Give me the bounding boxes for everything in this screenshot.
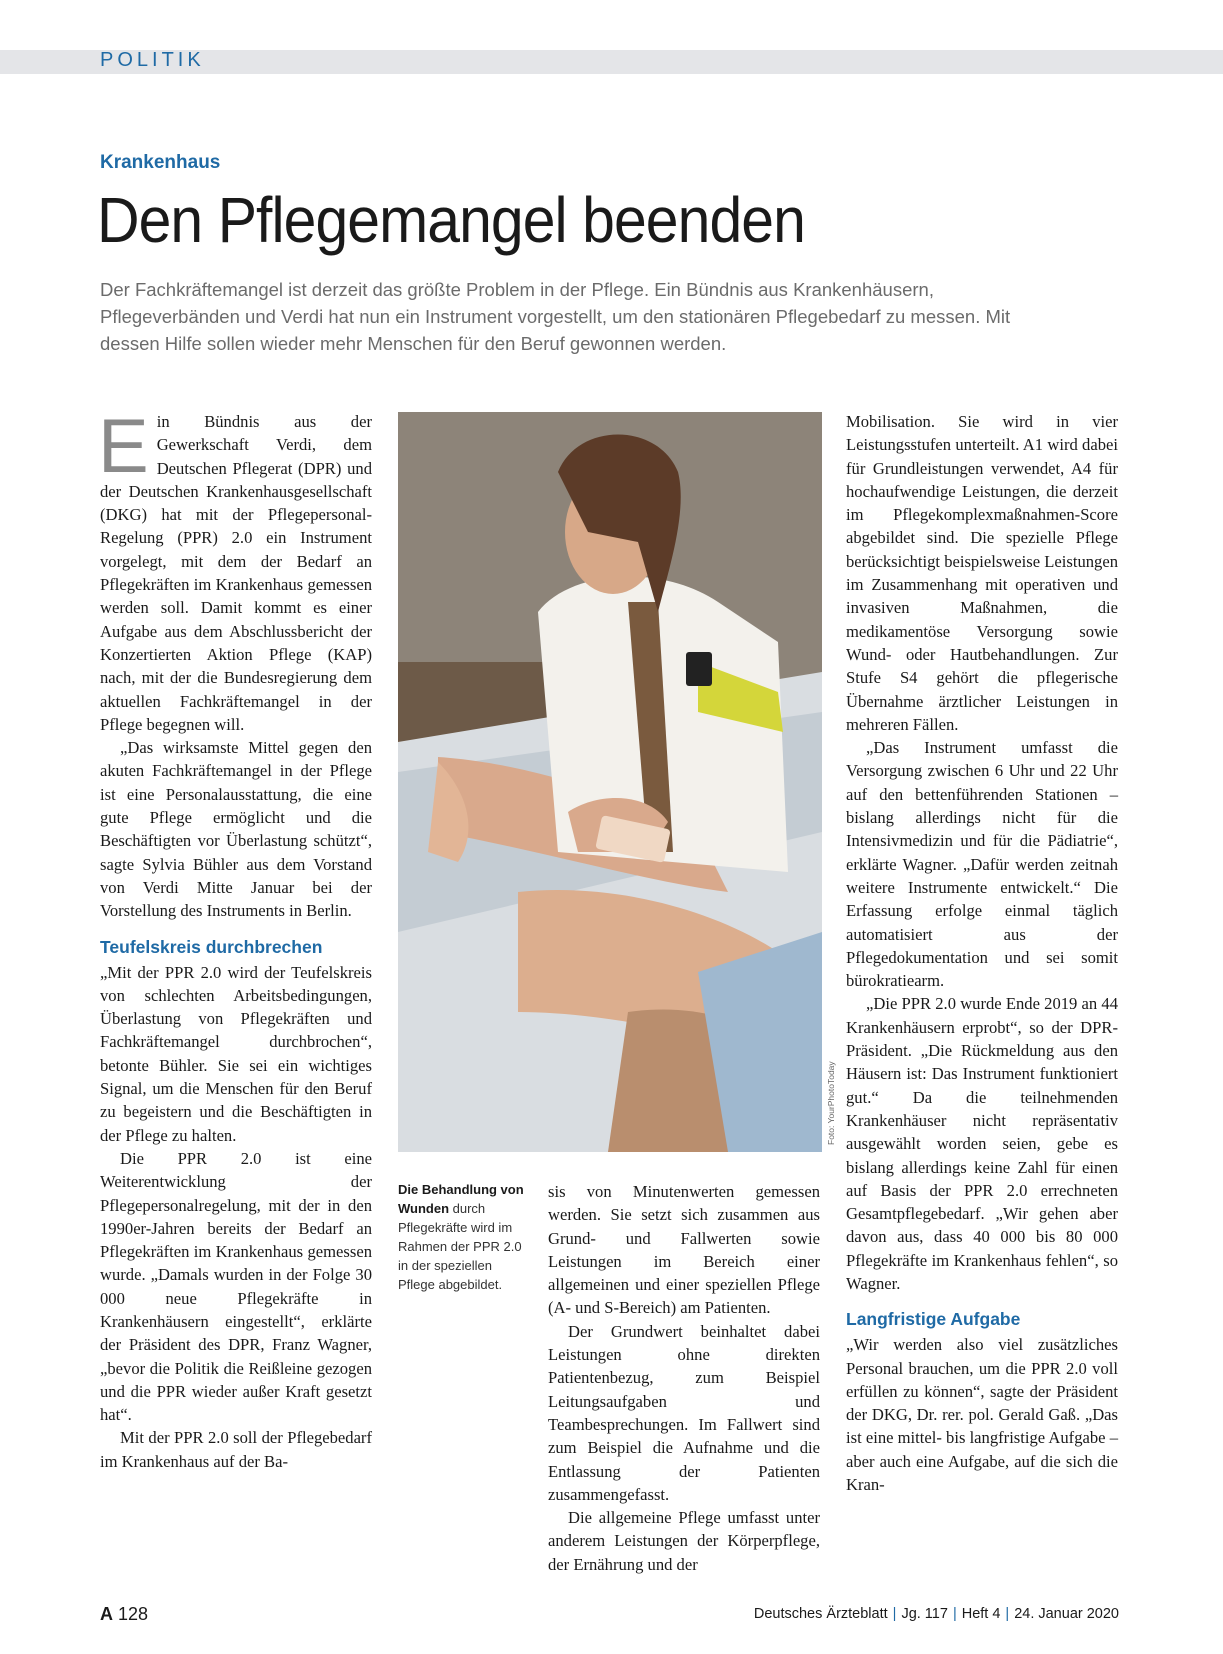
article-headline: Den Pflegemangel beenden: [97, 184, 805, 256]
caption-bold: Die Behandlung von Wunden: [398, 1182, 524, 1216]
photo-caption: [398, 1180, 532, 1294]
subheading: Langfristige Aufgabe: [846, 1309, 1021, 1330]
paragraph: Die allgemeine Pflege umfasst unter anderem Leistungen der Körperpflege, der Ernährung und der: [548, 1508, 820, 1574]
article-lead: Der Fachkräftemangel ist derzeit das größte Problem in der Pflege. Ein Bündnis aus Krankenhäusern, Pflegeverbänden und Verdi hat nun ein Instrument vorgestellt, um den stationären Pflegebedarf zu messen. Mit dessen Hilfe sollen wieder mehr Menschen für den Beruf gewonnen werden.: [100, 279, 1011, 354]
separator: |: [1005, 1606, 1010, 1622]
journal-volume: Jg. 117: [901, 1606, 948, 1622]
paragraph: sis von Minutenwerten gemessen werden. Sie setzt sich zusammen aus Grund- und Fallwerten sowie Leistungen im Bereich einer allgemeinen und einer speziellen Pflege (A- und S-Bereich) am Patienten.: [548, 1182, 820, 1318]
paragraph: „Wir werden also viel zusätzliches Personal brauchen, um die PPR 2.0 voll erfüllen zu können“, sagte der Präsident der DKG, Dr. rer. pol. Gerald Gaß. „Das ist eine mittel- bis langfristige Aufgabe – aber auch eine Aufgabe, auf die sich die Kran-: [846, 1335, 1118, 1495]
paragraph: Mobilisation. Sie wird in vier Leistungsstufen unterteilt. A1 wird dabei für Grundleistungen verwendet, A4 für hochaufwendige Leistungen, die derzeit im Pflegekomplexmaßnahmen-Score abgebildet sind. Die spezielle Pflege berücksichtigt beispielsweise Leistungen im Zusammenhang mit operativen und invasiven Maßnahmen, die medikamentöse Versorgung sowie Wund- oder Hautbehandlungen. Zur Stufe S4 gehört die pflegerische Übernahme ärztlicher Leistungen in mehreren Fällen.: [846, 412, 1118, 734]
drop-cap: E: [98, 404, 149, 489]
paragraph: „Das Instrument umfasst die Versorgung zwischen 6 Uhr und 22 Uhr auf den bettenführenden Stationen – bislang allerdings nicht für die Intensivmedizin und für die Pädiatrie“, erklärte Wagner. „Dafür werden zeitnah weitere Instrumente entwickelt.“ Die Erfassung erfolge einmal täglich automatisiert aus der Pflegedokumentation und sei somit bürokratiearm.: [846, 738, 1118, 991]
text-column-3: [846, 410, 1118, 1496]
paragraph: Die PPR 2.0 ist eine Weiterentwicklung der Pflegepersonalregelung, mit der in den 1990er-Jahren bereits der Bedarf an Pflegekräften im Krankenhaus gemessen wurde. „Damals wurden in der Folge 30 000 neue Pflegekräfte in Krankenhäusern eingestellt“, erklärte der Präsident des DPR, Franz Wagner, „bevor die Politik die Reißleine gezogen und die PPR wieder außer Kraft gesetzt hat“.: [100, 1148, 372, 1425]
paragraph: Der Grundwert beinhaltet dabei Leistungen ohne direkten Patientenbezug, zum Beispiel Leitungsaufgaben und Teambesprechungen. Im Fallwert sind zum Beispiel die Aufnahme und die Entlassung der Patienten zusammengefasst.: [548, 1321, 820, 1504]
journal-date: 24. Januar 2020: [1014, 1606, 1119, 1622]
text-column-2: [548, 1180, 820, 1576]
subheading: Teufelskreis durchbrechen: [100, 936, 323, 957]
page-number: [100, 1604, 148, 1625]
article-photo: [398, 412, 822, 1152]
paragraph: „Mit der PPR 2.0 wird der Teufelskreis von schlechten Arbeitsbedingungen, Überlastung von Pflegekräften und Fachkräftemangel durchbrochen“, betonte Bühler. Sie sei ein wichtiges Signal, um die Menschen für den Beruf zu begeistern und die Beschäftigten in der Pflege zu halten.: [100, 962, 372, 1145]
page-prefix: A: [100, 1604, 113, 1624]
page-number-value: 128: [118, 1604, 149, 1624]
section-label: POLITIK: [100, 49, 205, 71]
paragraph-text: in Bündnis aus der Gewerkschaft Verdi, dem Deutschen Pflegerat (DPR) und der Deutschen Krankenhausgesellschaft (DKG) hat mit der Pflegepersonal-Regelung (PPR) 2.0 ein Instrument vorgelegt, mit dem der Bedarf an Pflegekräften im Krankenhaus gemessen werden soll. Damit kommt es einer Aufgabe aus dem Abschlussbericht der Konzertierten Aktion Pflege (KAP) nach, mit der die Bundesregierung dem aktuellen Fachkräftemangel in der Pflege begegnen will.: [100, 412, 372, 734]
caption-text: durch Pflegekräfte wird im Rahmen der PPR 2.0 in der speziellen Pflege abgebildet.: [398, 1201, 522, 1292]
separator: |: [892, 1606, 897, 1622]
paragraph: „Die PPR 2.0 wurde Ende 2019 an 44 Krankenhäusern erprobt“, so der DPR-Präsident. „Die Rückmeldung aus den Häusern ist: Das Instrument funktioniert gut.“ Da die teilnehmenden Krankenhäuser nicht repräsentativ ausgewählt worden seien, gebe es bislang allerdings keine Zahl für einen auf Basis der PPR 2.0 errechneten Gesamtpflegebedarf. „Wir gehen aber davon aus, dass 40 000 bis 80 000 Pflegekräfte im Krankenhaus fehlen“, so Wagner.: [846, 994, 1118, 1293]
separator: |: [952, 1606, 957, 1622]
journal-issue: Heft 4: [961, 1606, 1001, 1622]
paragraph: [98, 404, 372, 736]
photo-credit: Foto: YourPhotoToday: [826, 1061, 836, 1145]
paragraph: Mit der PPR 2.0 soll der Pflegebedarf im Krankenhaus auf der Ba-: [100, 1428, 372, 1471]
paragraph: „Das wirksamste Mittel gegen den akuten Fachkräftemangel in der Pflege ist eine Personalausstattung, die eine gute Pflege ermöglicht und die Beschäftigten vor Überlastung schützt“, sagte Sylvia Bühler aus dem Vorstand von Verdi Mitte Januar bei der Vorstellung des Instruments in Berlin.: [100, 738, 372, 921]
journal-info: [754, 1606, 1119, 1622]
photo-nurse-wound-care: [398, 412, 822, 1152]
text-column-1: [98, 404, 372, 1473]
article-kicker: Krankenhaus: [100, 152, 221, 173]
journal-name: Deutsches Ärzteblatt: [753, 1606, 888, 1622]
